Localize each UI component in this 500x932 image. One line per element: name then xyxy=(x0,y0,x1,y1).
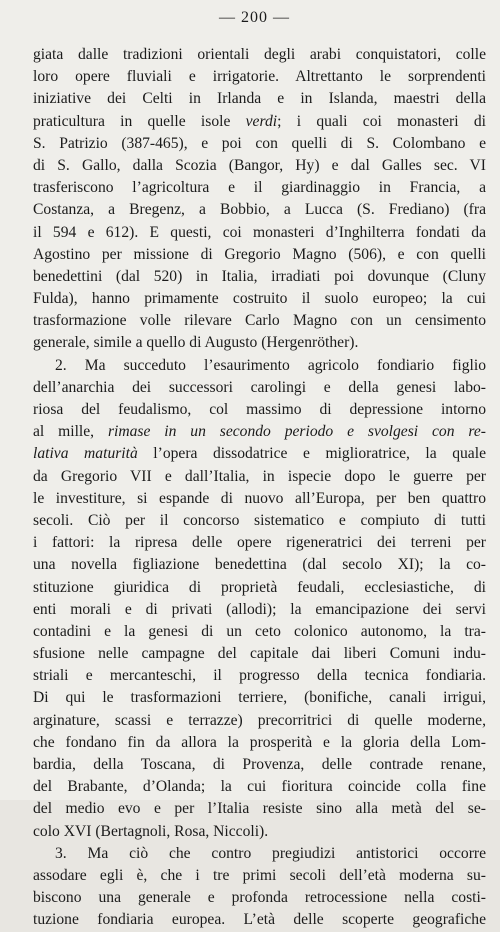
text-line xyxy=(33,532,486,554)
text-segment: i fattori: la ripresa delle opere rigeneratrici dei terreni per xyxy=(33,534,486,552)
text-segment: Agostino per missione di Gregorio Magno (506), e con quelli xyxy=(33,245,486,263)
text-line xyxy=(33,355,486,377)
text-line xyxy=(33,488,486,510)
text-segment: sfusione nelle campagne del capitale dai liberi Comuni indu- xyxy=(33,645,486,663)
italic-text: rimase in un secondo periodo e svolgesi con re- xyxy=(107,423,486,441)
text-line xyxy=(33,466,486,488)
text-line xyxy=(33,88,486,110)
text-line xyxy=(33,754,486,776)
text-segment: una novella figliazione benedettina (dal secolo XI); la co- xyxy=(33,556,486,574)
text-segment: praticultura in quelle isole xyxy=(33,112,246,130)
text-segment: colo XVI (Bertagnoli, Rosa, Niccoli). xyxy=(33,822,269,840)
text-line xyxy=(33,133,486,155)
text-segment: dell’anarchia dei successori carolingi e della genesi labo- xyxy=(33,378,486,396)
text-line xyxy=(33,244,486,266)
text-segment: del medio evo e per l’Italia resiste sino alla metà del se- xyxy=(33,800,486,818)
text-segment: enti morali e di privati (allodi); la emancipazione dei servi xyxy=(33,600,486,618)
text-line xyxy=(33,687,486,709)
text-segment: che fondano fin da allora la prosperità e la gloria della Lom- xyxy=(33,733,486,751)
italic-text: verdi xyxy=(245,112,278,130)
text-line xyxy=(33,843,486,865)
text-line xyxy=(33,909,486,931)
text-line xyxy=(33,798,486,820)
text-segment: giata dalle tradizioni orientali degli arabi conquistatori, colle xyxy=(33,46,486,63)
text-segment: ; i quali coi monasteri di xyxy=(277,112,486,130)
text-line xyxy=(33,887,486,909)
italic-text: lativa maturità xyxy=(33,445,138,463)
text-segment: striali e mercanteschi, il progresso della tecnica fondiaria. xyxy=(33,667,486,685)
text-segment: 3. Ma ciò che contro pregiudizi antistorici occorre xyxy=(55,844,486,862)
text-line xyxy=(33,577,486,599)
text-line xyxy=(33,821,486,843)
text-line xyxy=(33,621,486,643)
text-segment: il 594 e 612). E questi, coi monasteri d’Inghilterra fondati da xyxy=(33,223,486,241)
text-segment: Fulda), hanno primamente costruito il suolo europeo; la cui xyxy=(33,290,486,308)
text-segment: loro opere fluviali e irrigatorie. Altrettanto le sorprendenti xyxy=(33,68,486,86)
text-segment: secoli. Ciò per il concorso sistematico e compiuto di tutti xyxy=(33,511,486,529)
text-line xyxy=(33,710,486,732)
text-line xyxy=(33,554,486,576)
text-segment: 2. Ma succeduto l’esaurimento agricolo fondiario figlio xyxy=(55,356,486,374)
text-segment: biscono una generale e profonda retrocessione nella costi- xyxy=(33,889,486,907)
text-line xyxy=(33,66,486,88)
text-line xyxy=(33,288,486,310)
text-line xyxy=(33,310,486,332)
text-line xyxy=(33,111,486,133)
text-line xyxy=(33,44,486,66)
text-segment: le investiture, si espande di nuovo all’Europa, per ben quattro xyxy=(33,489,486,507)
body-text xyxy=(33,44,486,932)
text-line xyxy=(33,865,486,887)
text-segment: Costanza, a Bregenz, a Bobbio, a Lucca (S. Frediano) (fra xyxy=(33,201,486,219)
text-line xyxy=(33,776,486,798)
text-line xyxy=(33,377,486,399)
text-segment: benedettini (dal 520) in Italia, irradiati poi dovunque (Cluny xyxy=(33,267,486,285)
text-segment: stituzione giuridica di proprietà feudali, ecclesiastiche, di xyxy=(33,578,486,596)
text-segment: generale, simile a quello di Augusto (Hergenröther). xyxy=(33,334,359,352)
text-line xyxy=(33,599,486,621)
text-segment: S. Patrizio (387-465), e poi con quelli di S. Colombano e xyxy=(33,134,486,152)
text-segment: riosa del feudalismo, col massimo di depressione intorno xyxy=(33,401,486,418)
text-line xyxy=(33,421,486,443)
text-segment: tuzione fondiaria europea. L’età delle scoperte geografiche xyxy=(33,911,486,929)
page-number: — 200 — xyxy=(219,9,290,26)
text-line xyxy=(33,177,486,199)
text-line xyxy=(33,665,486,687)
text-line xyxy=(33,443,486,465)
text-line xyxy=(33,510,486,532)
text-segment: trasferiscono l’agricoltura e il giardinaggio in Francia, a xyxy=(33,179,486,197)
text-line xyxy=(33,332,486,354)
text-line xyxy=(33,266,486,288)
text-segment: contadini e la genesi di un ceto colonico autonomo, la tra- xyxy=(33,622,486,640)
text-line xyxy=(33,643,486,665)
text-line xyxy=(33,199,486,221)
text-segment: arginature, scassi e terrazze) precorritrici di quelle moderne, xyxy=(33,711,486,729)
text-segment: da Gregorio VII e dall’Italia, in ispecie dopo le guerre per xyxy=(33,467,486,485)
text-line xyxy=(33,732,486,754)
text-segment: Di qui le trasformazioni terriere, (bonifiche, canali irrigui, xyxy=(33,689,486,707)
text-segment: bardia, della Toscana, di Provenza, delle contrade renane, xyxy=(33,756,486,773)
text-line xyxy=(33,222,486,244)
text-segment: iniziative dei Celti in Irlanda e in Islanda, maestri della xyxy=(33,90,486,108)
text-segment: di S. Gallo, dalla Scozia (Bangor, Hy) e dal Galles sec. VI xyxy=(33,156,486,174)
text-segment: trasformazione volle rilevare Carlo Magno con un censimento xyxy=(33,312,486,330)
text-segment: del Brabante, d’Olanda; la cui fioritura coincide colla fine xyxy=(33,778,486,796)
text-segment: al mille, xyxy=(33,423,108,441)
text-segment: assodare egli è, che i tre primi secoli dell’età moderna su- xyxy=(33,866,486,884)
text-segment: l’opera dissodatrice e miglioratrice, la quale xyxy=(137,445,486,463)
text-line xyxy=(33,155,486,177)
text-line xyxy=(33,399,486,421)
